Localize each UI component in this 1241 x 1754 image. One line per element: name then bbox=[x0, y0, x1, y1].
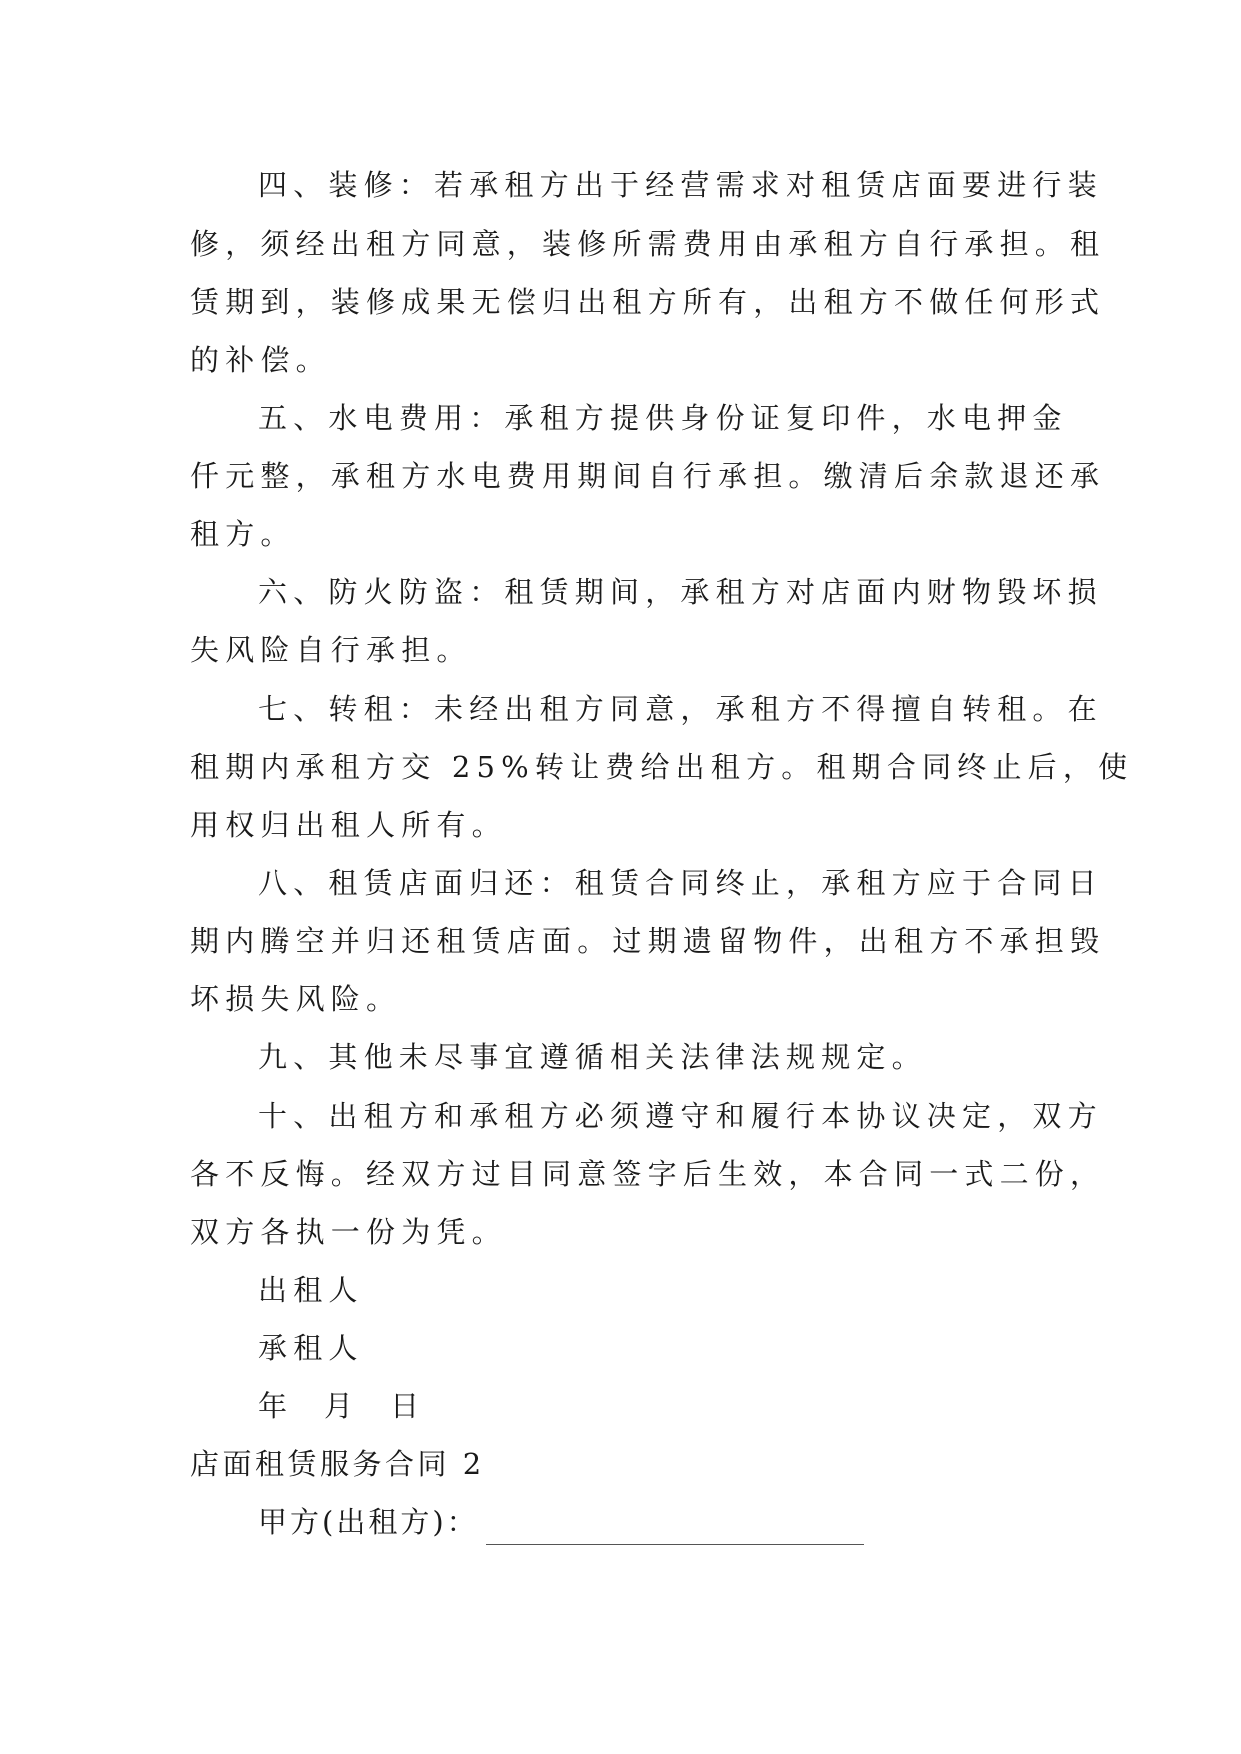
clause-5-line-2: 仟元整，承租方水电费用期间自行承担。缴清后余款退还承 bbox=[190, 459, 1106, 493]
clause-7-line-3: 用权归出租人所有。 bbox=[190, 808, 507, 842]
clause-8-line-3: 坏损失风险。 bbox=[190, 982, 402, 1016]
clause-6-line-2: 失风险自行承担。 bbox=[190, 633, 472, 667]
clause-8-line-2: 期内腾空并归还租赁店面。过期遗留物件，出租方不承担毁 bbox=[190, 924, 1106, 958]
lessee-signature-label: 承租人 bbox=[258, 1331, 364, 1365]
clause-4-line-4: 的补偿。 bbox=[190, 343, 331, 377]
clause-8-line-1: 八、租赁店面归还：租赁合同终止，承租方应于合同日 bbox=[258, 866, 1103, 900]
contract-2-title: 店面租赁服务合同 2 bbox=[190, 1447, 485, 1481]
clause-4-line-2: 修，须经出租方同意，装修所需费用由承租方自行承担。租 bbox=[190, 227, 1106, 261]
clause-4-line-1: 四、装修：若承租方出于经营需求对租赁店面要进行装 bbox=[258, 168, 1103, 202]
party-a-blank-line bbox=[486, 1544, 864, 1545]
lessor-signature-label: 出租人 bbox=[258, 1273, 364, 1307]
clause-4-line-3: 赁期到，装修成果无偿归出租方所有，出租方不做任何形式 bbox=[190, 285, 1106, 319]
date-label: 年 月 日 bbox=[258, 1389, 426, 1423]
clause-6-line-1: 六、防火防盗：租赁期间，承租方对店面内财物毁坏损 bbox=[258, 575, 1103, 609]
clause-10-line-1: 十、出租方和承租方必须遵守和履行本协议决定，双方 bbox=[258, 1099, 1103, 1133]
clause-10-line-3: 双方各执一份为凭。 bbox=[190, 1215, 507, 1249]
clause-9-line-1: 九、其他未尽事宜遵循相关法律法规规定。 bbox=[258, 1040, 927, 1074]
clause-7-line-1: 七、转租：未经出租方同意，承租方不得擅自转租。在 bbox=[258, 692, 1103, 726]
clause-7-line-2: 租期内承租方交 25%转让费给出租方。租期合同终止后，使 bbox=[190, 750, 1134, 784]
clause-5-line-1: 五、水电费用：承租方提供身份证复印件，水电押金 bbox=[258, 401, 1068, 435]
clause-10-line-2: 各不反悔。经双方过目同意签字后生效，本合同一式二份， bbox=[190, 1157, 1106, 1191]
party-a-label: 甲方(出租方)： bbox=[258, 1505, 479, 1539]
clause-5-line-3: 租方。 bbox=[190, 517, 296, 551]
